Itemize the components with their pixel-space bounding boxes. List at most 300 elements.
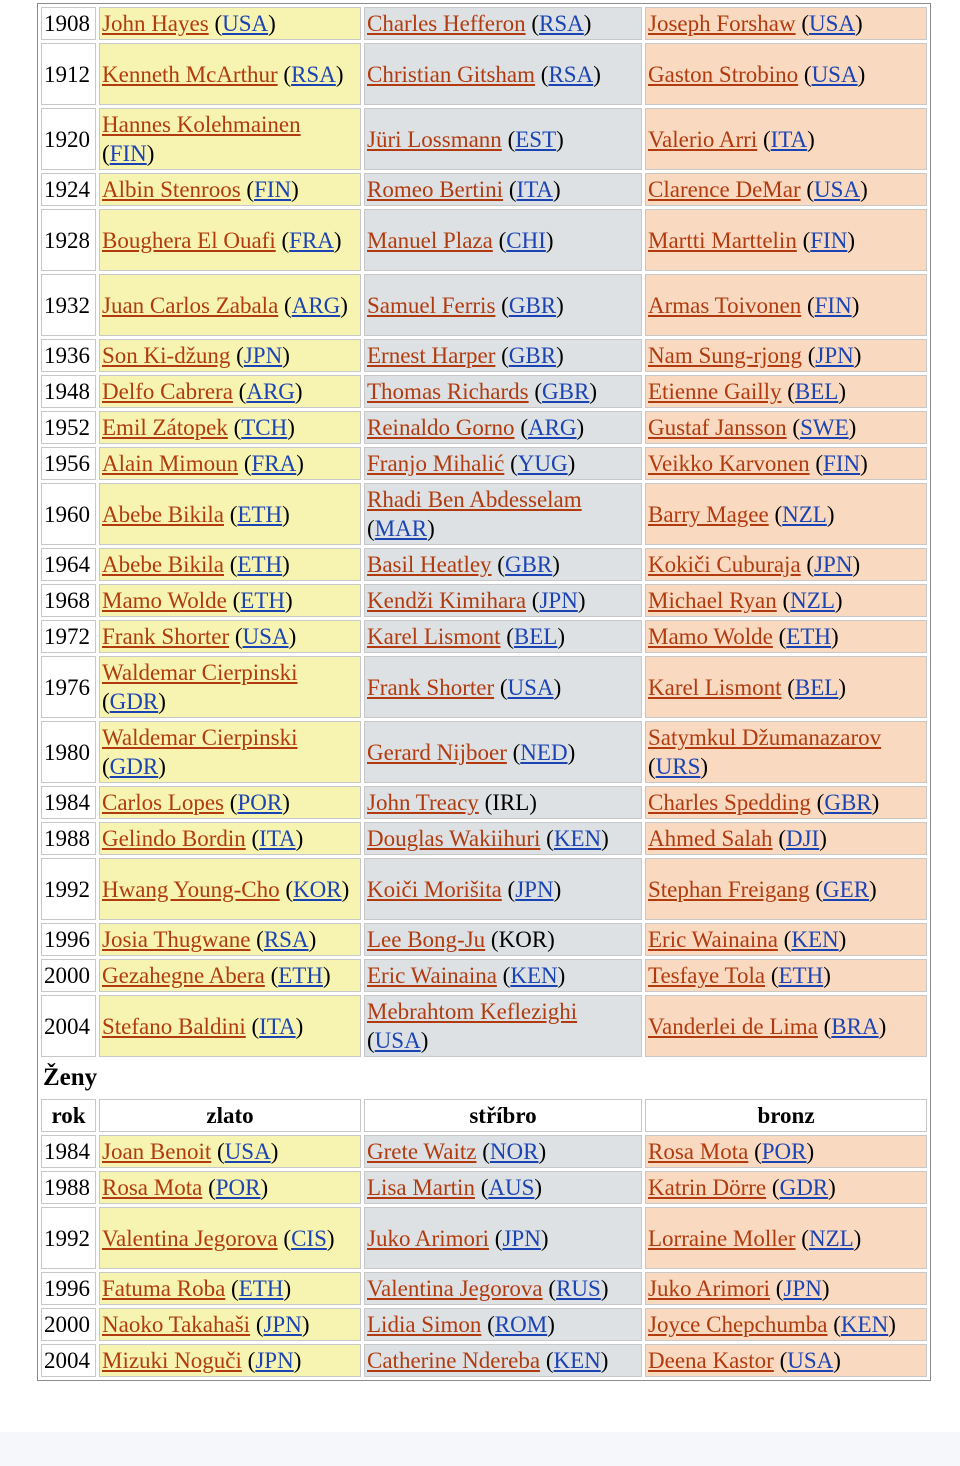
table-row (41, 656, 927, 718)
bronze-medalist-cell: Juko Arimori (JPN) (645, 1272, 927, 1305)
year-cell: 1912 (41, 43, 96, 105)
athlete-link[interactable]: Juan Carlos Zabala (102, 292, 279, 318)
country-link[interactable]: ITA (259, 826, 296, 851)
country-link[interactable]: JPN (814, 552, 853, 577)
silver-medalist-cell: Lee Bong-Ju (KOR) (364, 923, 642, 956)
country-link[interactable]: YUG (517, 451, 568, 476)
country-link[interactable]: ROM (494, 1312, 548, 1337)
country-link[interactable]: BEL (794, 379, 839, 404)
country-link[interactable]: RSA (263, 927, 309, 952)
athlete-link[interactable]: Juko Arimori (367, 1225, 490, 1251)
table-row (41, 43, 927, 105)
table-row (41, 411, 927, 444)
bronze-medalist-cell: Nam Sung-rjong (JPN) (645, 339, 927, 372)
gold-medalist-cell: Frank Shorter (USA) (99, 620, 361, 653)
country-link[interactable]: KEN (510, 963, 558, 988)
country-link[interactable]: BEL (513, 624, 558, 649)
year-cell: 1956 (41, 447, 96, 480)
silver-medalist-cell: Koiči Morišita (JPN) (364, 858, 642, 920)
athlete-link[interactable]: Carlos Lopes (102, 790, 225, 815)
athlete-link[interactable]: Albin Stenroos (102, 177, 241, 202)
athlete-link[interactable]: Rosa Mota (102, 1175, 203, 1200)
athlete-link[interactable]: Franjo Mihalić (367, 451, 505, 476)
athlete-link[interactable]: Fatuma Roba (102, 1276, 226, 1301)
athlete-link[interactable]: Ernest Harper (367, 343, 496, 368)
year-cell: 1924 (41, 173, 96, 206)
table-row (41, 548, 927, 581)
table-row (41, 721, 927, 783)
country-link[interactable]: JPN (255, 1348, 294, 1373)
athlete-link[interactable]: Manuel Plaza (367, 227, 493, 253)
table-row (41, 447, 927, 480)
country-code: IRL (492, 790, 530, 815)
silver-medalist-cell: Grete Waitz (NOR) (364, 1135, 642, 1168)
silver-medalist-cell: Manuel Plaza (CHI) (364, 209, 642, 271)
country-link[interactable]: RSA (291, 61, 336, 87)
country-link[interactable]: GDR (779, 1175, 829, 1200)
country-link[interactable]: FIN (810, 227, 848, 253)
bronze-medalist-cell: Kokiči Cuburaja (JPN) (645, 548, 927, 581)
country-link[interactable]: USA (507, 674, 554, 700)
country-link[interactable]: SWE (800, 415, 849, 440)
silver-medalist-cell: Romeo Bertini (ITA) (364, 173, 642, 206)
country-link[interactable]: JPN (815, 343, 854, 368)
country-link[interactable]: USA (809, 11, 856, 36)
athlete-link[interactable]: Rhadi Ben Abdesselam (367, 487, 582, 512)
athlete-link[interactable]: Waldemar Cierpinski (102, 660, 298, 685)
gold-medalist-cell: Mamo Wolde (ETH) (99, 584, 361, 617)
silver-medalist-cell: Franjo Mihalić (YUG) (364, 447, 642, 480)
table-row (41, 1207, 927, 1269)
year-cell: 1948 (41, 375, 96, 408)
country-link[interactable]: KEN (791, 927, 839, 952)
silver-medalist-cell: Valentina Jegorova (RUS) (364, 1272, 642, 1305)
athlete-link[interactable]: Samuel Ferris (367, 292, 496, 318)
year-cell: 1920 (41, 108, 96, 170)
gold-medalist-cell: Rosa Mota (POR) (99, 1171, 361, 1204)
bronze-medalist-cell: Lorraine Moller (NZL) (645, 1207, 927, 1269)
gold-medalist-cell: Carlos Lopes (POR) (99, 786, 361, 819)
bronze-medalist-cell: Stephan Freigang (GER) (645, 858, 927, 920)
athlete-link[interactable]: Boughera El Ouafi (102, 227, 276, 253)
bronze-medalist-cell: Joyce Chepchumba (KEN) (645, 1308, 927, 1341)
marathon-medalists-table (37, 3, 931, 1381)
table-row (41, 995, 927, 1057)
athlete-link[interactable]: Joyce Chepchumba (648, 1312, 828, 1337)
country-link[interactable]: JPN (783, 1276, 822, 1301)
athlete-link[interactable]: Michael Ryan (648, 588, 777, 613)
athlete-link[interactable]: Catherine Ndereba (367, 1348, 541, 1373)
silver-medalist-cell: Samuel Ferris (GBR) (364, 274, 642, 336)
table-row (41, 483, 927, 545)
athlete-link[interactable]: Barry Magee (648, 501, 769, 527)
gold-medalist-cell: Fatuma Roba (ETH) (99, 1272, 361, 1305)
country-link[interactable]: EST (515, 126, 557, 152)
women-results (41, 1135, 927, 1377)
country-link[interactable]: KEN (553, 826, 602, 851)
women-section (41, 1060, 927, 1132)
athlete-link[interactable]: Joseph Forshaw (648, 11, 796, 36)
year-cell: 2004 (41, 995, 96, 1057)
bronze-medalist-cell: Rosa Mota (POR) (645, 1135, 927, 1168)
country-link[interactable]: POR (761, 1139, 807, 1164)
bronze-medalist-cell: Veikko Karvonen (FIN) (645, 447, 927, 480)
silver-medalist-cell: Reinaldo Gorno (ARG) (364, 411, 642, 444)
year-cell: 1932 (41, 274, 96, 336)
gold-medalist-cell: Emil Zátopek (TCH) (99, 411, 361, 444)
silver-medalist-cell: Mebrahtom Keflezighi (USA) (364, 995, 642, 1057)
year-cell: 1992 (41, 858, 96, 920)
year-cell: 1988 (41, 1171, 96, 1204)
country-link[interactable]: FIN (109, 141, 147, 166)
country-link[interactable]: ETH (778, 963, 824, 988)
table-row (41, 173, 927, 206)
table-row (41, 274, 927, 336)
athlete-link[interactable]: Hwang Young-Cho (102, 876, 280, 902)
table-row (41, 108, 927, 170)
country-link[interactable]: USA (374, 1028, 421, 1053)
athlete-link[interactable]: Katrin Dörre (648, 1175, 767, 1200)
bronze-medalist-cell: Charles Spedding (GBR) (645, 786, 927, 819)
gold-medalist-cell: Abebe Bikila (ETH) (99, 483, 361, 545)
bronze-medalist-cell: Etienne Gailly (BEL) (645, 375, 927, 408)
silver-medalist-cell: Charles Hefferon (RSA) (364, 7, 642, 40)
country-link[interactable]: BEL (794, 674, 839, 700)
silver-medalist-cell: Juko Arimori (JPN) (364, 1207, 642, 1269)
country-link[interactable]: USA (787, 1348, 834, 1373)
country-link[interactable]: ITA (770, 126, 808, 152)
year-cell: 1952 (41, 411, 96, 444)
athlete-link[interactable]: Eric Wainaina (367, 963, 497, 988)
country-link[interactable]: NED (520, 739, 568, 765)
athlete-link[interactable]: Grete Waitz (367, 1139, 477, 1164)
athlete-link[interactable]: Thomas Richards (367, 379, 529, 404)
athlete-link[interactable]: Kendži Kimihara (367, 588, 527, 613)
year-cell: 2004 (41, 1344, 96, 1377)
country-link[interactable]: ITA (259, 1013, 296, 1039)
country-link[interactable]: AUS (488, 1175, 535, 1200)
silver-medalist-cell: Ernest Harper (GBR) (364, 339, 642, 372)
silver-medalist-cell: John Treacy (IRL) (364, 786, 642, 819)
athlete-link[interactable]: Charles Spedding (648, 790, 811, 815)
year-cell: 1992 (41, 1207, 96, 1269)
table-row (41, 584, 927, 617)
country-link[interactable]: TCH (241, 415, 288, 440)
gold-medalist-cell: Hannes Kolehmainen (FIN) (99, 108, 361, 170)
silver-medalist-cell: Christian Gitsham (RSA) (364, 43, 642, 105)
gold-medalist-cell: Gelindo Bordin (ITA) (99, 822, 361, 855)
table-row (41, 1308, 927, 1341)
athlete-link[interactable]: Lee Bong-Ju (367, 927, 486, 952)
year-cell: 1996 (41, 923, 96, 956)
country-link[interactable]: ARG (246, 379, 295, 404)
athlete-link[interactable]: Mamo Wolde (102, 588, 227, 613)
women-section-row (41, 1060, 927, 1096)
athlete-link[interactable]: Mizuki Noguči (102, 1348, 242, 1373)
athlete-link[interactable]: John Hayes (102, 11, 209, 36)
gold-medalist-cell: Albin Stenroos (FIN) (99, 173, 361, 206)
country-link[interactable]: NOR (489, 1139, 539, 1164)
page-footer-strip (0, 1432, 960, 1466)
country-link[interactable]: FIN (823, 451, 861, 476)
athlete-link[interactable]: Gerard Nijboer (367, 739, 507, 765)
country-link[interactable]: USA (811, 61, 858, 87)
women-section-title: Ženy (43, 1064, 98, 1091)
year-cell: 1988 (41, 822, 96, 855)
athlete-link[interactable]: Abebe Bikila (102, 552, 224, 577)
country-link[interactable]: ARG (291, 292, 341, 318)
year-cell: 1984 (41, 786, 96, 819)
country-link[interactable]: JPN (539, 588, 578, 613)
table-row (41, 1272, 927, 1305)
athlete-link[interactable]: Stefano Baldini (102, 1013, 246, 1039)
country-link[interactable]: ETH (237, 552, 283, 577)
bronze-medalist-cell: Gaston Strobino (USA) (645, 43, 927, 105)
athlete-link[interactable]: Lorraine Moller (648, 1225, 796, 1251)
men-results (41, 7, 927, 1057)
country-link[interactable]: ETH (238, 1276, 284, 1301)
country-link[interactable]: JPN (502, 1225, 541, 1251)
silver-medalist-cell: Karel Lismont (BEL) (364, 620, 642, 653)
silver-medalist-cell: Frank Shorter (USA) (364, 656, 642, 718)
country-link[interactable]: GER (823, 876, 870, 902)
athlete-link[interactable]: Frank Shorter (367, 674, 495, 700)
table-row (41, 7, 927, 40)
athlete-link[interactable]: Waldemar Cierpinski (102, 725, 298, 750)
athlete-link[interactable]: Abebe Bikila (102, 501, 224, 527)
header-bronze: bronz (645, 1099, 927, 1132)
table-row (41, 1171, 927, 1204)
athlete-link[interactable]: Mebrahtom Keflezighi (367, 999, 578, 1024)
table-row (41, 375, 927, 408)
country-link[interactable]: USA (242, 624, 289, 649)
country-link[interactable]: FRA (251, 451, 297, 476)
athlete-link[interactable]: Clarence DeMar (648, 177, 801, 202)
gold-medalist-cell: Delfo Cabrera (ARG) (99, 375, 361, 408)
athlete-link[interactable]: Deena Kastor (648, 1348, 774, 1373)
athlete-link[interactable]: Lisa Martin (367, 1175, 475, 1200)
country-link[interactable]: KOR (293, 876, 342, 902)
year-cell: 1936 (41, 339, 96, 372)
bronze-medalist-cell: Gustaf Jansson (SWE) (645, 411, 927, 444)
athlete-link[interactable]: Tesfaye Tola (648, 963, 766, 988)
athlete-link[interactable]: Douglas Wakiihuri (367, 826, 541, 851)
year-cell: 2000 (41, 1308, 96, 1341)
country-link[interactable]: NZL (782, 501, 827, 527)
silver-medalist-cell: Lisa Martin (AUS) (364, 1171, 642, 1204)
bronze-medalist-cell: Joseph Forshaw (USA) (645, 7, 927, 40)
country-link[interactable]: USA (814, 177, 861, 202)
table-row (41, 822, 927, 855)
silver-medalist-cell: Eric Wainaina (KEN) (364, 959, 642, 992)
country-link[interactable]: ETH (278, 963, 323, 988)
year-cell: 1908 (41, 7, 96, 40)
country-link[interactable]: GDR (109, 689, 159, 714)
table-row (41, 786, 927, 819)
country-link[interactable]: DJI (785, 826, 820, 851)
country-link[interactable]: KEN (840, 1312, 889, 1337)
athlete-link[interactable]: Karel Lismont (367, 624, 501, 649)
country-link[interactable]: RUS (556, 1276, 601, 1301)
year-cell: 1984 (41, 1135, 96, 1168)
athlete-link[interactable]: Naoko Takahaši (102, 1312, 251, 1337)
country-link[interactable]: GBR (508, 292, 557, 318)
bronze-medalist-cell: Armas Toivonen (FIN) (645, 274, 927, 336)
silver-medalist-cell: Lidia Simon (ROM) (364, 1308, 642, 1341)
athlete-link[interactable]: Son Ki-džung (102, 343, 231, 368)
athlete-link[interactable]: Martti Marttelin (648, 227, 797, 253)
gold-medalist-cell: Waldemar Cierpinski (GDR) (99, 656, 361, 718)
country-link[interactable]: ETH (237, 501, 283, 527)
country-link[interactable]: BRA (831, 1013, 879, 1039)
country-link[interactable]: GBR (542, 379, 590, 404)
country-link[interactable]: CHI (506, 227, 546, 253)
athlete-link[interactable]: Charles Hefferon (367, 11, 526, 36)
athlete-link[interactable]: Karel Lismont (648, 674, 782, 700)
silver-medalist-cell: Jüri Lossmann (EST) (364, 108, 642, 170)
athlete-link[interactable]: Josia Thugwane (102, 927, 251, 952)
athlete-link[interactable]: Juko Arimori (648, 1276, 771, 1301)
bronze-medalist-cell: Deena Kastor (USA) (645, 1344, 927, 1377)
country-link[interactable]: ETH (786, 624, 831, 649)
country-link[interactable]: GDR (109, 754, 159, 779)
silver-medalist-cell: Douglas Wakiihuri (KEN) (364, 822, 642, 855)
athlete-link[interactable]: Valentina Jegorova (367, 1276, 543, 1301)
athlete-link[interactable]: Kenneth McArthur (102, 61, 278, 87)
table-row (41, 1344, 927, 1377)
year-cell: 1972 (41, 620, 96, 653)
year-cell: 1928 (41, 209, 96, 271)
athlete-link[interactable]: Frank Shorter (102, 624, 230, 649)
country-link[interactable]: USA (222, 11, 269, 36)
country-link[interactable]: NZL (808, 1225, 854, 1251)
country-link[interactable]: URS (655, 754, 701, 779)
athlete-link[interactable]: John Treacy (367, 790, 479, 815)
gold-medalist-cell: Mizuki Noguči (JPN) (99, 1344, 361, 1377)
bronze-medalist-cell: Clarence DeMar (USA) (645, 173, 927, 206)
athlete-link[interactable]: Kokiči Cuburaja (648, 552, 801, 577)
athlete-link[interactable]: Etienne Gailly (648, 379, 782, 404)
medal-tables (37, 3, 931, 1381)
athlete-link[interactable]: Koiči Morišita (367, 876, 502, 902)
table-row (41, 209, 927, 271)
country-link[interactable]: RSA (539, 11, 584, 36)
athlete-link[interactable]: Gelindo Bordin (102, 826, 246, 851)
athlete-link[interactable]: Veikko Karvonen (648, 451, 810, 476)
athlete-link[interactable]: Ahmed Salah (648, 826, 773, 851)
table-row (41, 1135, 927, 1168)
table-row (41, 339, 927, 372)
athlete-link[interactable]: Rosa Mota (648, 1139, 749, 1164)
gold-medalist-cell: Waldemar Cierpinski (GDR) (99, 721, 361, 783)
gold-medalist-cell: Kenneth McArthur (RSA) (99, 43, 361, 105)
bronze-medalist-cell: Barry Magee (NZL) (645, 483, 927, 545)
country-link[interactable]: POR (237, 790, 283, 815)
country-link[interactable]: MAR (374, 516, 428, 541)
country-link[interactable]: JPN (243, 343, 283, 368)
athlete-link[interactable]: Emil Zátopek (102, 415, 228, 440)
athlete-link[interactable]: Christian Gitsham (367, 61, 536, 87)
athlete-link[interactable]: Mamo Wolde (648, 624, 773, 649)
country-link[interactable]: GBR (504, 552, 553, 577)
bronze-medalist-cell: Satymkul Džumanazarov (URS) (645, 721, 927, 783)
athlete-link[interactable]: Stephan Freigang (648, 876, 810, 902)
country-link[interactable]: FIN (814, 292, 852, 318)
athlete-link[interactable]: Gaston Strobino (648, 61, 799, 87)
year-cell: 1960 (41, 483, 96, 545)
table-row (41, 959, 927, 992)
country-link[interactable]: GBR (824, 790, 872, 815)
year-cell: 2000 (41, 959, 96, 992)
country-link[interactable]: ARG (527, 415, 577, 440)
athlete-link[interactable]: Eric Wainaina (648, 927, 778, 952)
country-link[interactable]: JPN (515, 876, 554, 902)
table-row (41, 620, 927, 653)
gold-medalist-cell: Son Ki-džung (JPN) (99, 339, 361, 372)
country-link[interactable]: RSA (548, 61, 594, 87)
header-year: rok (41, 1099, 96, 1132)
athlete-link[interactable]: Basil Heatley (367, 552, 492, 577)
country-link[interactable]: POR (215, 1175, 261, 1200)
country-link[interactable]: ITA (516, 177, 553, 202)
country-link[interactable]: NZL (790, 588, 835, 613)
gold-medalist-cell: Naoko Takahaši (JPN) (99, 1308, 361, 1341)
country-link[interactable]: FRA (289, 227, 334, 253)
year-cell: 1964 (41, 548, 96, 581)
gold-medalist-cell: Boughera El Ouafi (FRA) (99, 209, 361, 271)
gold-medalist-cell: Josia Thugwane (RSA) (99, 923, 361, 956)
country-link[interactable]: FIN (254, 177, 292, 202)
country-link[interactable]: ETH (240, 588, 285, 613)
athlete-link[interactable]: Joan Benoit (102, 1139, 212, 1164)
country-link[interactable]: JPN (263, 1312, 302, 1337)
country-code: KOR (498, 927, 548, 952)
bronze-medalist-cell: Vanderlei de Lima (BRA) (645, 995, 927, 1057)
country-link[interactable]: GBR (508, 343, 557, 368)
athlete-link[interactable]: Reinaldo Gorno (367, 415, 515, 440)
athlete-link[interactable]: Armas Toivonen (648, 292, 802, 318)
athlete-link[interactable]: Valentina Jegorova (102, 1225, 278, 1251)
table-row (41, 923, 927, 956)
silver-medalist-cell: Thomas Richards (GBR) (364, 375, 642, 408)
athlete-link[interactable]: Satymkul Džumanazarov (648, 725, 882, 750)
athlete-link[interactable]: Vanderlei de Lima (648, 1013, 818, 1039)
gold-medalist-cell: Valentina Jegorova (CIS) (99, 1207, 361, 1269)
athlete-link[interactable]: Lidia Simon (367, 1312, 482, 1337)
gold-medalist-cell: Joan Benoit (USA) (99, 1135, 361, 1168)
athlete-link[interactable]: Hannes Kolehmainen (102, 112, 301, 137)
silver-medalist-cell: Rhadi Ben Abdesselam (MAR) (364, 483, 642, 545)
athlete-link[interactable]: Alain Mimoun (102, 451, 239, 476)
country-link[interactable]: KEN (553, 1348, 601, 1373)
gold-medalist-cell: Gezahegne Abera (ETH) (99, 959, 361, 992)
year-cell: 1968 (41, 584, 96, 617)
athlete-link[interactable]: Gustaf Jansson (648, 415, 787, 440)
gold-medalist-cell: John Hayes (USA) (99, 7, 361, 40)
country-link[interactable]: CIS (291, 1225, 327, 1251)
athlete-link[interactable]: Delfo Cabrera (102, 379, 233, 404)
gold-medalist-cell: Hwang Young-Cho (KOR) (99, 858, 361, 920)
athlete-link[interactable]: Romeo Bertini (367, 177, 504, 202)
table-row (41, 858, 927, 920)
athlete-link[interactable]: Gezahegne Abera (102, 963, 265, 988)
bronze-medalist-cell: Katrin Dörre (GDR) (645, 1171, 927, 1204)
country-link[interactable]: USA (224, 1139, 271, 1164)
athlete-link[interactable]: Valerio Arri (648, 126, 758, 152)
gold-medalist-cell: Alain Mimoun (FRA) (99, 447, 361, 480)
athlete-link[interactable]: Nam Sung-rjong (648, 343, 802, 368)
athlete-link[interactable]: Jüri Lossmann (367, 126, 502, 152)
